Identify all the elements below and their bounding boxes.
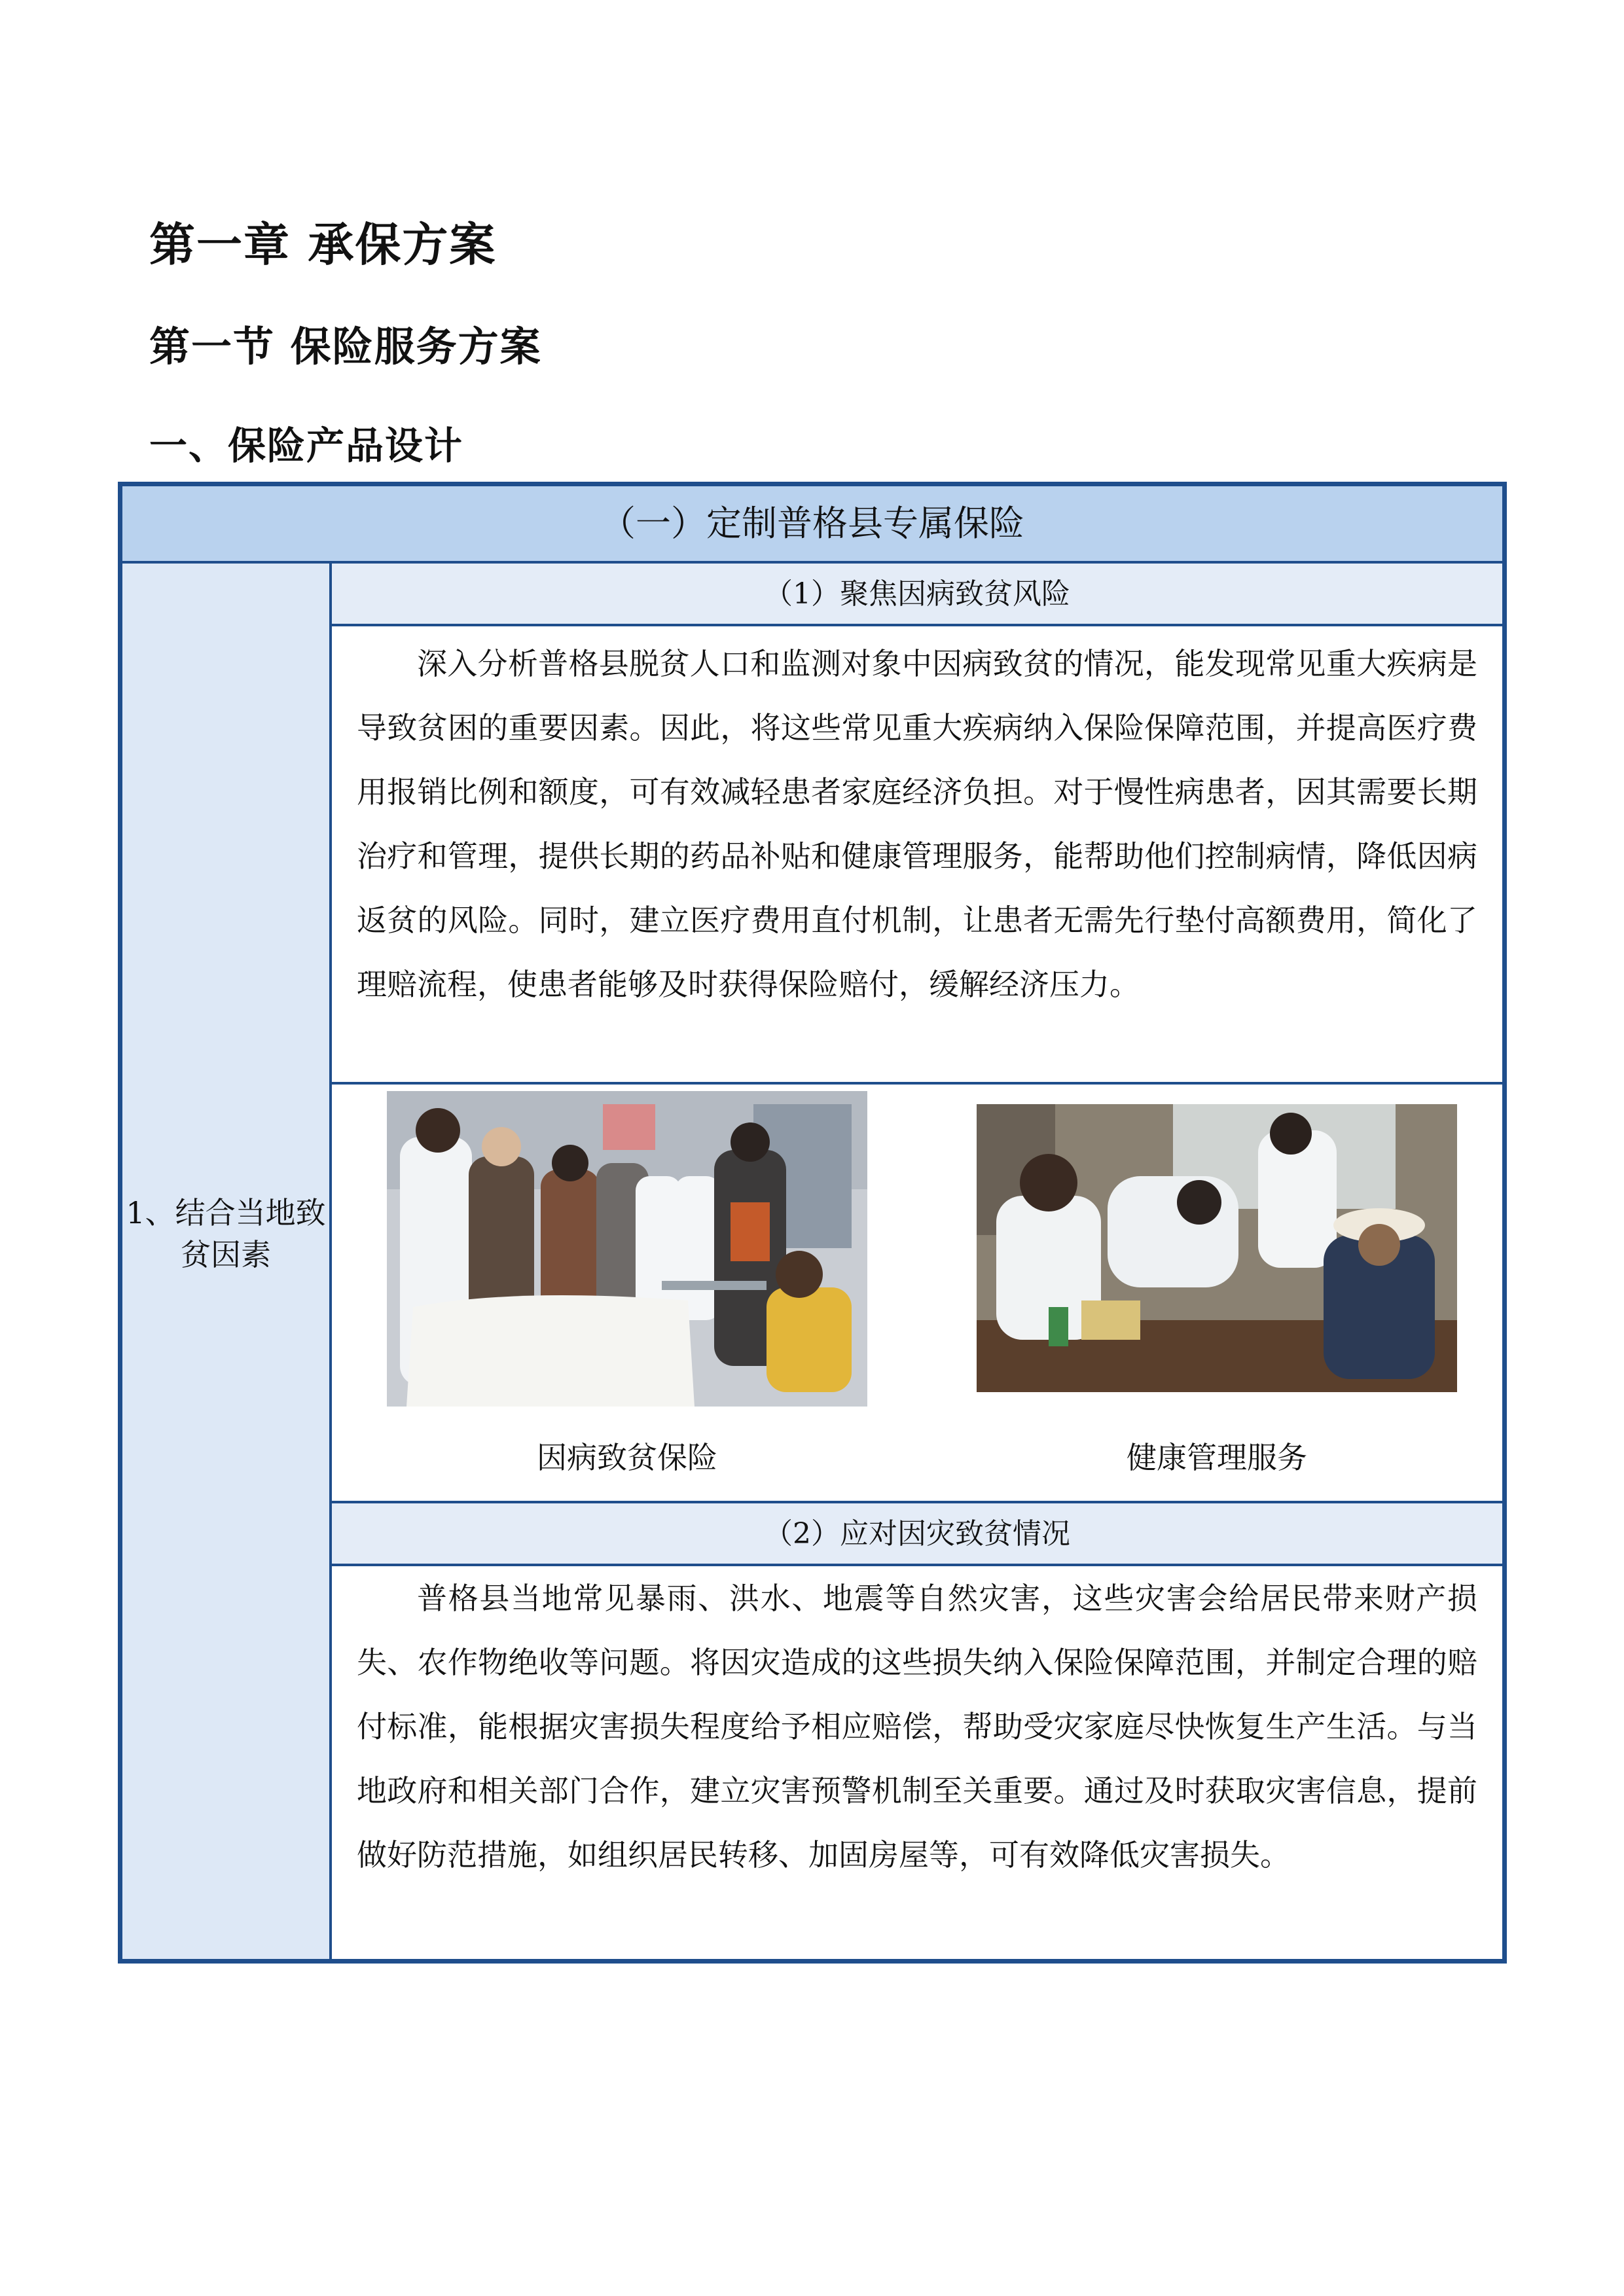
part2-text: 普格县当地常见暴雨、洪水、地震等自然灾害，这些灾害会给居民带来财产损失、农作物绝收等问题。将因灾造成的这些损失纳入保险保障范围，并制定合理的赔付标准，能根据灾害损失程度给予相应赔偿，帮助受灾家庭尽快恢复生产生活。与当地政府和相关部门合作，建立灾害预警机制至关重要。通过及时获取灾害信息，提前做好防范措施，如组织居民转移、加固房屋等，可有效降低灾害损失。 (357, 1581, 1477, 1873)
insurance-product-table (118, 482, 1507, 1964)
table-title: （一）定制普格县专属保险 (122, 486, 1502, 564)
chapter-heading: 第一章 承保方案 (149, 218, 497, 272)
health-service-image (977, 1104, 1457, 1392)
caption-health-management: 健康管理服务 (1127, 1440, 1307, 1475)
left-category-label: 1、结合当地致贫因素 (126, 1195, 326, 1272)
part1-text: 深入分析普格县脱贫人口和监测对象中因病致贫的情况，能发现常见重大疾病是导致贫困的重要因素。因此，将这些常见重大疾病纳入保险保障范围，并提高医疗费用报销比例和额度，可有效减轻患者家庭经济负担。对于慢性病患者，因其需要长期治疗和管理，提供长期的药品补贴和健康管理服务，能帮助他们控制病情，降低因病返贫的风险。同时，建立医疗费用直付机制，让患者无需先行垫付高额费用，简化了理赔流程，使患者能够及时获得保险赔付，缓解经济压力。 (357, 646, 1477, 1002)
part2-title: （2）应对因灾致贫情况 (332, 1503, 1502, 1566)
caption-illness-insurance: 因病致贫保险 (537, 1440, 717, 1475)
left-category-cell (122, 564, 332, 1959)
part1-title: （1）聚焦因病致贫风险 (332, 564, 1502, 626)
part2-paragraph (332, 1566, 1502, 1959)
hospital-ward-image (387, 1091, 867, 1407)
photo-illness-insurance (387, 1091, 867, 1407)
image-row (332, 1085, 1502, 1503)
subsection-heading: 一、保险产品设计 (149, 423, 464, 468)
section-heading: 第一节 保险服务方案 (149, 323, 542, 370)
part1-paragraph (332, 626, 1502, 1085)
photo-health-management (977, 1104, 1457, 1392)
